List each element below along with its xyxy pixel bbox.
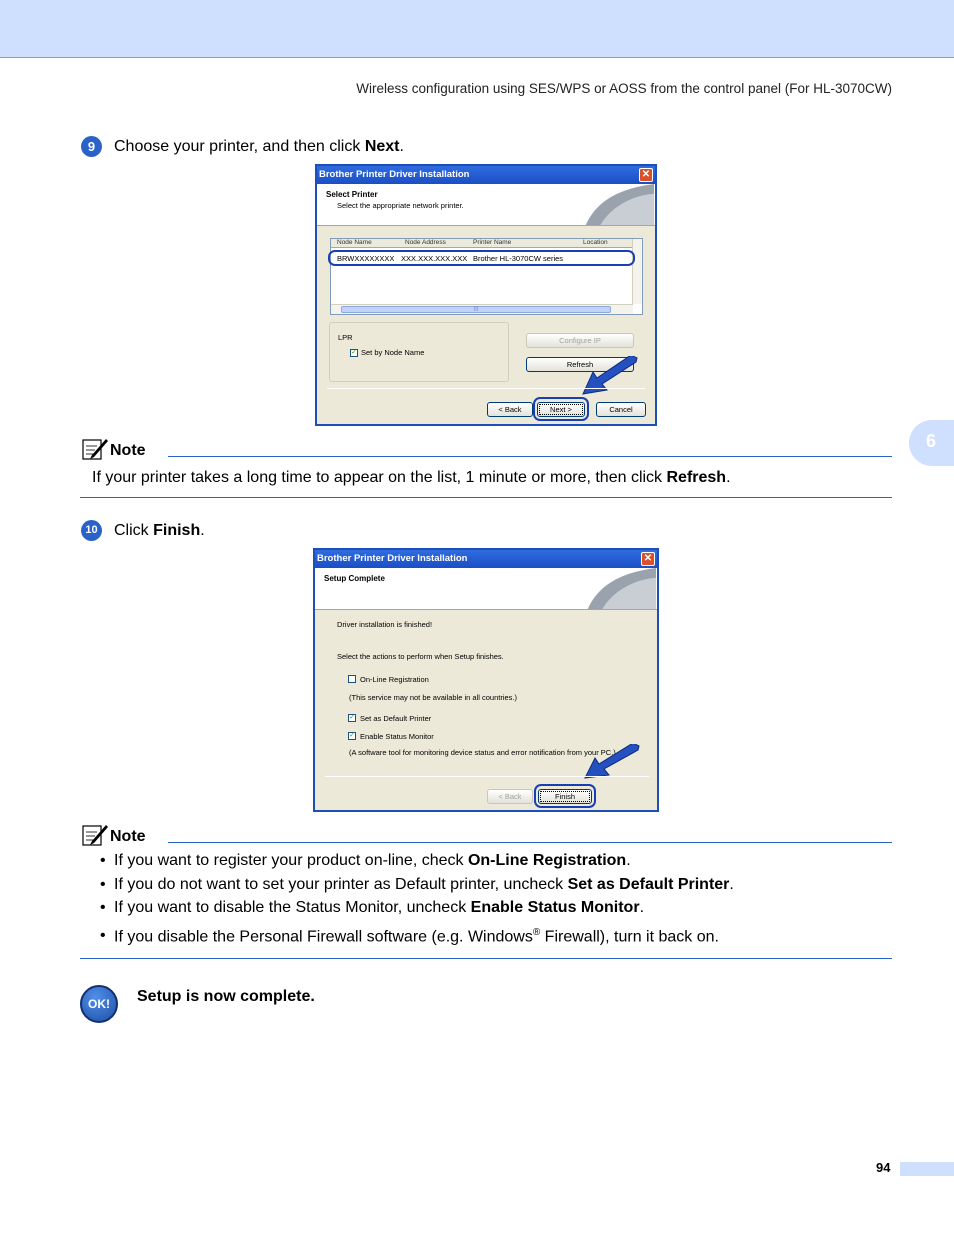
- highlight-oval: [328, 250, 635, 266]
- step-10-text: Click Finish.: [114, 522, 205, 539]
- brand-swoosh-icon: [577, 568, 657, 609]
- next-button[interactable]: Next >: [537, 402, 585, 417]
- dialog-header: [317, 184, 655, 226]
- default-printer-label: Set as Default Printer: [360, 714, 432, 723]
- column-location[interactable]: Location: [583, 239, 608, 246]
- dialog-heading: Setup Complete: [324, 574, 385, 583]
- set-by-node-name-checkbox[interactable]: ✓: [351, 349, 357, 356]
- page-number: 94: [876, 1160, 891, 1175]
- ok-badge-icon: OK!: [80, 985, 118, 1023]
- list-row-node-name[interactable]: BRWXXXXXXXX: [337, 254, 395, 263]
- status-monitor-checkbox[interactable]: ✓: [349, 732, 355, 739]
- brand-swoosh-icon: [575, 184, 655, 225]
- select-actions-text: Select the actions to perform when Setup finishes.: [337, 652, 504, 661]
- setup-complete-dialog: [313, 548, 659, 812]
- status-monitor-label: Enable Status Monitor: [360, 732, 434, 741]
- set-by-node-name-label: Set by Node Name: [361, 348, 425, 357]
- finish-button[interactable]: Finish: [538, 789, 592, 804]
- dialog-separator: [325, 776, 649, 777]
- note-2-list: [100, 852, 890, 946]
- dialog-titlebar: Brother Printer Driver Installation ✕: [315, 550, 657, 568]
- install-finished-text: Driver installation is finished!: [337, 620, 433, 629]
- column-node-name[interactable]: Node Name: [337, 239, 372, 246]
- note-1-bottom-rule: [80, 497, 892, 498]
- back-button[interactable]: < Back: [487, 402, 533, 417]
- online-registration-checkbox[interactable]: [348, 675, 356, 683]
- column-printer-name[interactable]: Printer Name: [473, 239, 512, 246]
- online-registration-note: (This service may not be available in all countries.): [349, 693, 517, 702]
- lpr-label: LPR: [338, 333, 353, 342]
- list-row-printer-name[interactable]: Brother HL-3070CW series: [473, 254, 564, 263]
- dialog-subheading: Select the appropriate network printer.: [337, 201, 464, 210]
- list-item: • If you do not want to set your printer as Default printer, uncheck Set as Default Printer.: [100, 876, 890, 900]
- note-1-heading: [80, 437, 892, 461]
- note-pencil-icon: [80, 437, 108, 461]
- list-item: • If you want to disable the Status Monitor, uncheck Enable Status Monitor.: [100, 899, 890, 923]
- list-item: • If you disable the Personal Firewall software (e.g. Windows® Firewall), turn it back on.: [100, 923, 890, 947]
- online-registration-label: On-Line Registration: [360, 675, 429, 684]
- setup-complete-text: Setup is now complete.: [137, 988, 315, 1005]
- select-printer-dialog: [315, 164, 657, 426]
- note-1-rule: [168, 456, 892, 457]
- vertical-scrollbar[interactable]: [632, 239, 642, 304]
- dialog-header: [315, 568, 657, 610]
- horizontal-scrollbar[interactable]: [331, 304, 633, 314]
- refresh-button[interactable]: Refresh: [526, 357, 634, 372]
- running-header: Wireless configuration using SES/WPS or AOSS from the control panel (For HL-3070CW): [356, 81, 892, 96]
- dialog-separator: [327, 388, 645, 389]
- header-band: [0, 0, 954, 58]
- dialog-heading: Select Printer: [326, 190, 378, 199]
- close-icon[interactable]: ✕: [639, 168, 653, 182]
- status-monitor-note: (A software tool for monitoring device status and error notification from your PC.): [349, 748, 616, 757]
- step-number-10: 10: [81, 520, 102, 541]
- note-2-label: Note: [110, 828, 146, 845]
- note-2-rule: [168, 842, 892, 843]
- dialog-titlebar: Brother Printer Driver Installation ✕: [317, 166, 655, 184]
- back-button[interactable]: < Back: [487, 789, 533, 804]
- list-row-node-address[interactable]: XXX.XXX.XXX.XXX: [401, 254, 468, 263]
- page-number-tab: [900, 1162, 954, 1176]
- list-item: • If you want to register your product on-line, check On-Line Registration.: [100, 852, 890, 876]
- scrollbar-thumb[interactable]: |||: [341, 306, 611, 313]
- cancel-button[interactable]: Cancel: [596, 402, 646, 417]
- note-2-bottom-rule: [80, 958, 892, 959]
- lpr-group: [329, 322, 509, 382]
- list-header: [331, 239, 642, 248]
- note-pencil-icon: [80, 823, 108, 847]
- note-1-label: Note: [110, 442, 146, 459]
- step-number-9: 9: [81, 136, 102, 157]
- column-node-address[interactable]: Node Address: [405, 239, 446, 246]
- step-9-text: Choose your printer, and then click Next.: [114, 138, 404, 155]
- pointer-arrow-icon: [583, 744, 641, 780]
- configure-ip-button[interactable]: Configure IP: [526, 333, 634, 348]
- default-printer-checkbox[interactable]: ✓: [349, 714, 355, 721]
- note-2-heading: [80, 823, 892, 847]
- pointer-arrow-icon: [581, 356, 639, 396]
- note-1-text: If your printer takes a long time to appear on the list, 1 minute or more, then click Refresh.: [92, 469, 731, 486]
- chapter-tab[interactable]: 6: [909, 420, 954, 466]
- close-icon[interactable]: ✕: [641, 552, 655, 566]
